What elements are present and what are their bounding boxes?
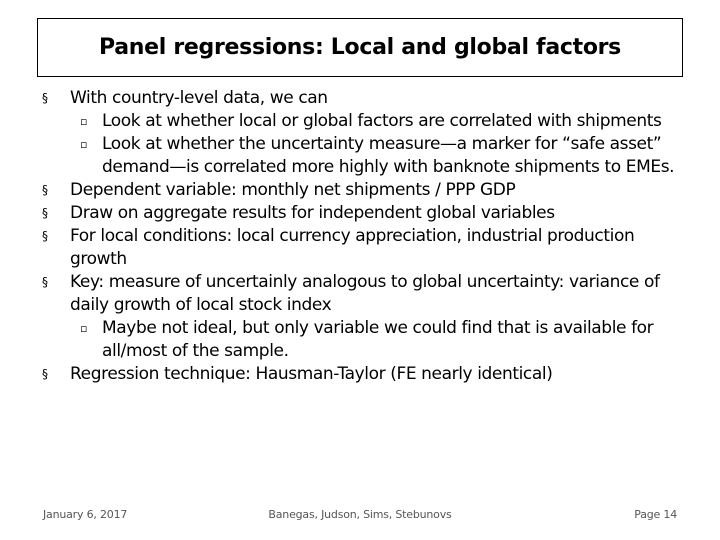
bullet-text: Regression technique: Hausman-Taylor (FE nearly identical) xyxy=(70,364,553,384)
sub-bullet-item xyxy=(42,133,688,179)
hollow-square-bullet-icon: ▫ xyxy=(80,322,88,335)
bullet-text: With country-level data, we can xyxy=(70,88,328,108)
footer-authors: Banegas, Judson, Sims, Stebunovs xyxy=(268,508,452,521)
square-bullet-icon: § xyxy=(42,275,48,289)
sub-bullet-text: Look at whether local or global factors are correlated with shipments xyxy=(102,111,662,131)
bullet-text: Key: measure of uncertainly analogous to global uncertainty: variance of daily growth of local stock index xyxy=(70,272,660,315)
sub-bullet-item xyxy=(42,317,688,363)
bullet-text: Dependent variable: monthly net shipments / PPP GDP xyxy=(70,180,516,200)
hollow-square-bullet-icon: ▫ xyxy=(80,115,88,128)
square-bullet-icon: § xyxy=(42,367,48,381)
footer-date: January 6, 2017 xyxy=(43,508,128,521)
bullet-item xyxy=(42,179,688,202)
square-bullet-icon: § xyxy=(42,229,48,243)
square-bullet-icon: § xyxy=(42,91,48,105)
bullet-item xyxy=(42,363,688,386)
bullet-text: Draw on aggregate results for independent global variables xyxy=(70,203,555,223)
sub-bullet-text: Maybe not ideal, but only variable we could find that is available for all/most of the sample. xyxy=(102,318,654,361)
bullet-item xyxy=(42,271,688,317)
slide-title: Panel regressions: Local and global factors xyxy=(99,35,621,60)
bullet-item xyxy=(42,225,688,271)
sub-bullet-item xyxy=(42,110,688,133)
square-bullet-icon: § xyxy=(42,206,48,220)
sub-bullet-text: Look at whether the uncertainty measure—a marker for “safe asset” demand—is correlated more highly with banknote shipments to EMEs. xyxy=(102,134,675,177)
slide-content xyxy=(42,87,688,386)
bullet-text: For local conditions: local currency appreciation, industrial production growth xyxy=(70,226,635,269)
footer-page-number: Page 14 xyxy=(634,508,677,521)
bullet-item xyxy=(42,202,688,225)
square-bullet-icon: § xyxy=(42,183,48,197)
hollow-square-bullet-icon: ▫ xyxy=(80,138,88,151)
title-box xyxy=(37,18,683,77)
bullet-item xyxy=(42,87,688,110)
